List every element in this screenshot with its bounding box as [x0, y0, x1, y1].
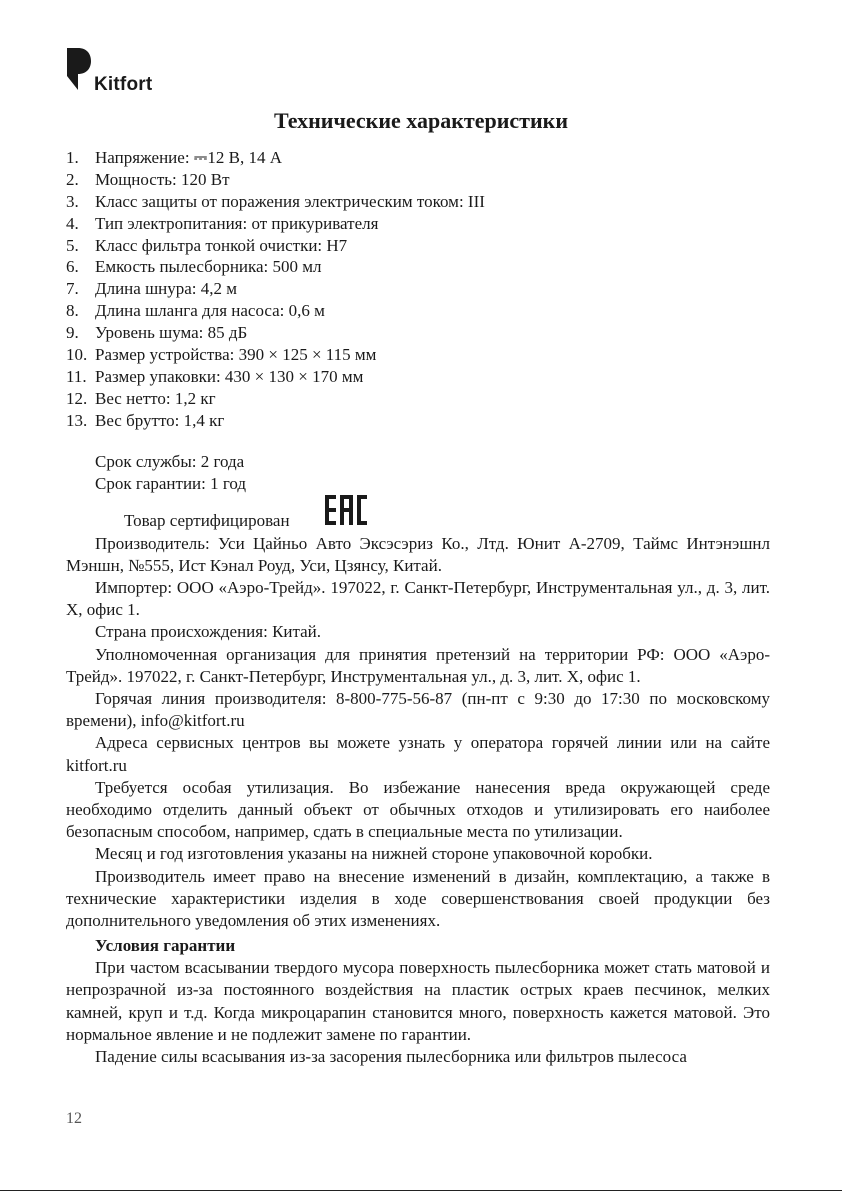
spec-item [66, 410, 786, 432]
spec-text: Уровень шума: 85 дБ [95, 323, 248, 343]
spec-number: 11. [66, 366, 87, 386]
spec-number: 3. [66, 191, 79, 211]
certified-line [66, 495, 770, 532]
service-centers: Адреса сервисных центров вы можете узнать у оператора горячей линии или на сайте kitfort.ru [66, 733, 770, 775]
spec-number: 9. [66, 323, 79, 343]
importer: Импортер: ООО «Аэро-Трейд». 197022, г. Санкт-Петербург, Инструментальная ул., д. 3, лит. Х, офис 1. [66, 578, 770, 620]
eac-icon [296, 495, 367, 531]
spec-number: 6. [66, 257, 79, 277]
spec-item [66, 147, 786, 169]
spec-number: 1. [66, 148, 79, 167]
spec-number: 10. [66, 345, 88, 365]
spec-item [66, 169, 786, 191]
spec-number: 5. [66, 235, 79, 255]
spec-text: Длина шнура: 4,2 м [95, 279, 238, 299]
spec-text: Емкость пылесборника: 500 мл [95, 257, 322, 277]
changes-notice: Производитель имеет право на внесение изменений в дизайн, комплектацию, а также в технические характеристики изделия в ходе совершенствования своей продукции без дополнительного уведомления об этих изменениях. [66, 866, 770, 931]
spec-item [66, 344, 786, 366]
spec-item [66, 278, 786, 300]
manufacture-date: Месяц и год изготовления указаны на нижней стороне упаковочной коробки. [95, 844, 653, 864]
spec-number: 12. [66, 388, 88, 408]
spec-number: 7. [66, 279, 79, 299]
authorized-org: Уполномоченная организация для принятия претензий на территории РФ: ООО «Аэро-Трейд». 197022, г. Санкт-Петербург, Инструментальная ул., д. 3, лит. Х, офис 1. [66, 644, 770, 686]
disposal: Требуется особая утилизация. Во избежание нанесения вреда окружающей среде необходимо отделить данный объект от обычных отходов и утилизировать его наиболее безопасным способом, например, сдать в специальные места по утилизации. [66, 777, 770, 842]
service-life: Срок службы: 2 года [95, 452, 245, 471]
spec-text: Вес брутто: 1,4 кг [95, 410, 225, 430]
warranty-period: Срок гарантии: 1 год [95, 474, 247, 494]
info-block [66, 451, 770, 932]
spec-item [66, 322, 786, 344]
spec-item [66, 256, 786, 278]
specs-list [66, 147, 786, 432]
bottom-rule [0, 1190, 842, 1191]
spec-number: 8. [66, 301, 79, 321]
spec-number: 4. [66, 213, 79, 233]
spec-text: Напряжение: ⎓12 В, 14 А [95, 148, 282, 167]
spec-text: Вес нетто: 1,2 кг [95, 388, 216, 408]
certified-text: Товар сертифицирован [124, 511, 290, 531]
origin: Страна происхождения: Китай. [95, 622, 322, 642]
spec-text: Тип электропитания: от прикуривателя [95, 213, 379, 233]
spec-item [66, 300, 786, 322]
warranty-paragraph-2: Падение силы всасывания из-за засорения пылесборника или фильтров пылесоса [95, 1047, 687, 1067]
spec-item [66, 213, 786, 235]
spec-number: 13. [66, 410, 88, 430]
spec-text: Класс защиты от поражения электрическим током: III [95, 191, 485, 211]
manufacturer: Производитель: Уси Цайньо Авто Эксэсэриз Ко., Лтд. Юнит А-2709, Таймс Интэнэшнл Мэншн, №555, Ист Кэнал Роуд, Уси, Цзянсу, Китай. [66, 533, 770, 575]
spec-text: Размер упаковки: 430 × 130 × 170 мм [95, 366, 364, 386]
spec-item [66, 191, 786, 213]
warranty-heading: Условия гарантии [95, 936, 236, 955]
spec-item [66, 366, 786, 388]
hotline: Горячая линия производителя: 8-800-775-56-87 (пн-пт с 9:30 до 17:30 по московскому времени), info@kitfort.ru [66, 689, 770, 731]
warranty-paragraph-1: При частом всасывании твердого мусора поверхность пылесборника может стать матовой и непрозрачной из-за постоянного воздействия на пластик острых краев песчинок, мелких камней, круп и т.д. Когда микроцарапин становится много, поверхность кажется матовой. Это нормальное явление и не подлежит замене по гарантии. [66, 958, 770, 1044]
spec-text: Размер устройства: 390 × 125 × 115 мм [95, 345, 377, 365]
page-title: Технические характеристики [273, 108, 569, 133]
spec-item [66, 235, 786, 257]
brand-name: Kitfort [94, 74, 153, 95]
spec-text: Класс фильтра тонкой очистки: H7 [95, 235, 348, 255]
spec-text: Мощность: 120 Вт [95, 169, 230, 189]
warranty-section [66, 935, 770, 1068]
kitfort-logo [64, 46, 174, 96]
spec-item [66, 388, 786, 410]
spec-number: 2. [66, 169, 79, 189]
page-number: 12 [66, 1110, 82, 1127]
kitfort-logo-icon [64, 46, 94, 92]
spec-text: Длина шланга для насоса: 0,6 м [95, 301, 325, 321]
